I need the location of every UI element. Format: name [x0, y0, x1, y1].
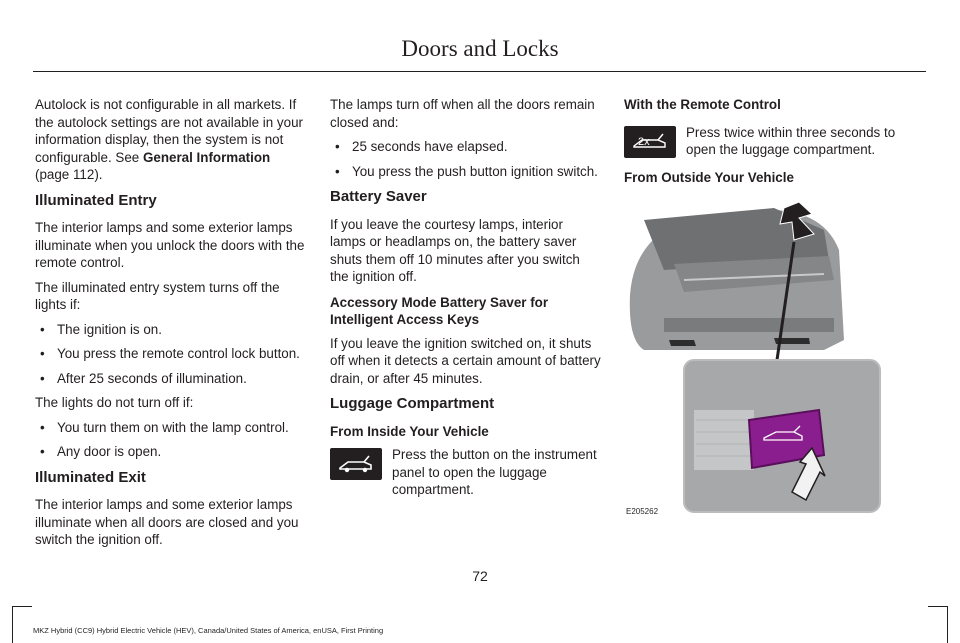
- trunk-open-icon: [330, 448, 382, 480]
- accessory-mode-p: If you leave the ignition switched on, it shuts off when it detects a certain amount of battery drain, or after 45 minutes.: [330, 335, 601, 386]
- page-title: Doors and Locks: [401, 36, 559, 61]
- battery-saver-p1: If you leave the courtesy lamps, interior lamps or headlamps on, the battery saver shuts them off 10 minutes after you switch the ignition off.: [330, 216, 580, 284]
- accessory-mode-heading: Accessory Mode Battery Saver for Intelligent Access Keys: [330, 294, 549, 327]
- illuminated-exit-p1: The interior lamps and some exterior lamps illuminate when all doors are closed and you switch the ignition off.: [35, 497, 299, 547]
- autolock-paragraph: [35, 96, 305, 184]
- figure-id: E205262: [626, 507, 659, 516]
- list-item: • You press the push button ignition switch.: [330, 163, 602, 181]
- remote-text: Press twice within three seconds to open the luggage compartment.: [686, 124, 896, 157]
- footer-text: MKZ Hybrid (CC9) Hybrid Electric Vehicle (HEV), Canada/United States of America, enUSA, First Printing: [33, 626, 384, 635]
- list-item: • After 25 seconds of illumination.: [35, 370, 305, 388]
- luggage-heading: Luggage Compartment: [330, 395, 495, 412]
- list-item: • You turn them on with the lamp control.: [35, 419, 305, 437]
- list-item: • 25 seconds have elapsed.: [330, 138, 602, 156]
- title-rule: [33, 71, 926, 72]
- remote-trunk-2x-icon: [624, 126, 676, 158]
- battery-saver-heading: Battery Saver: [330, 188, 427, 205]
- illuminated-entry-heading: Illuminated Entry: [35, 191, 157, 209]
- crop-mark: [12, 606, 13, 643]
- column-middle: [330, 96, 602, 509]
- column-left: [35, 96, 305, 556]
- illuminated-entry-p3: The lights do not turn off if:: [35, 395, 194, 410]
- lamps-off-list: [330, 138, 602, 180]
- crop-mark: [947, 606, 948, 643]
- list-item: • You press the remote control lock button.: [35, 345, 305, 363]
- column-right: [624, 96, 896, 192]
- inside-button-text: Press the button on the instrument panel to open the luggage compartment.: [392, 447, 597, 497]
- autolock-text: Autolock is not configurable in all markets. If the autolock settings are not available in your information display, then the system is not configurable. See: [35, 97, 303, 165]
- page-reference: (page 112).: [35, 167, 103, 182]
- illuminated-entry-p1: The interior lamps and some exterior lamps illuminate when you unlock the doors with the remote control.: [35, 220, 305, 270]
- inside-button-row: [330, 446, 602, 499]
- remote-control-heading: With the Remote Control: [624, 97, 781, 112]
- crop-mark: [928, 606, 948, 607]
- illuminated-exit-heading: Illuminated Exit: [35, 468, 146, 486]
- list-item: • Any door is open.: [35, 443, 305, 461]
- page-number: 72: [472, 568, 488, 584]
- list-item: • The ignition is on.: [35, 321, 305, 339]
- general-information-link[interactable]: General Information: [142, 149, 271, 165]
- crop-mark: [12, 606, 32, 607]
- lamps-off-paragraph: The lamps turn off when all the doors remain closed and:: [330, 97, 595, 130]
- car-rear-image: [624, 200, 886, 520]
- from-inside-heading: From Inside Your Vehicle: [330, 423, 489, 439]
- trunk-release-illustration: [624, 200, 886, 520]
- from-outside-heading: From Outside Your Vehicle: [624, 169, 794, 185]
- turn-off-list: [35, 321, 305, 388]
- stay-on-list: [35, 419, 305, 461]
- remote-row: [624, 124, 896, 159]
- remote-2x-label: 2x: [638, 135, 650, 148]
- illuminated-entry-p2: The illuminated entry system turns off the lights if:: [35, 279, 280, 312]
